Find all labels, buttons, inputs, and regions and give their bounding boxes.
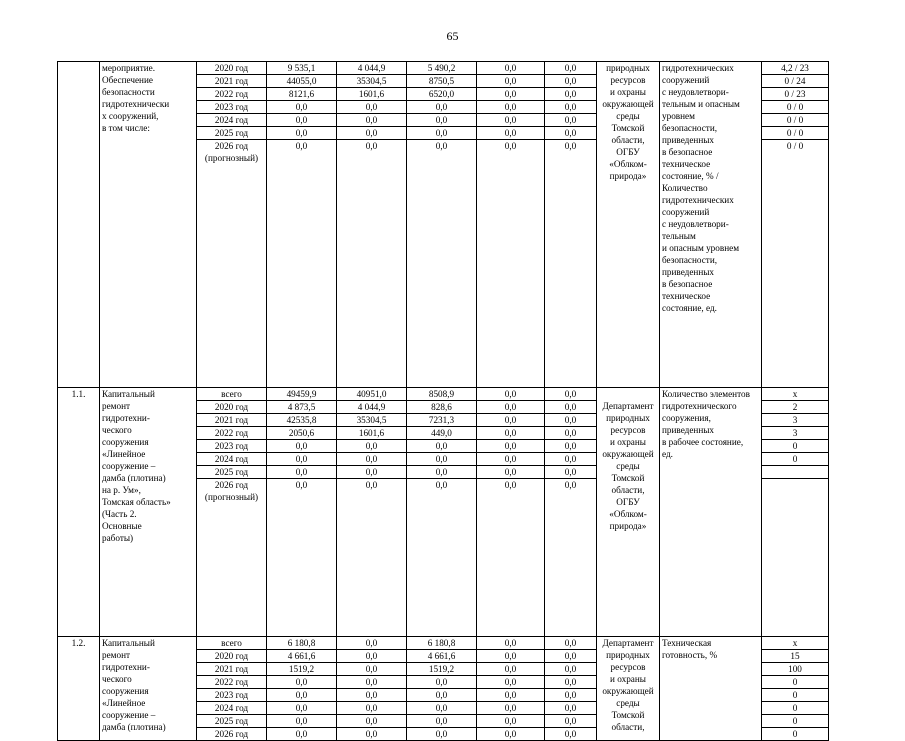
extrabudgetary-cell: 0,0 [545, 388, 597, 401]
extrabudgetary-cell: 0,0 [545, 637, 597, 650]
local-budget-cell: 0,0 [477, 114, 545, 127]
regional-budget-cell: 0,0 [407, 676, 477, 689]
federal-budget-cell: 0,0 [337, 127, 407, 140]
local-budget-cell: 0,0 [477, 414, 545, 427]
federal-budget-cell: 0,0 [337, 114, 407, 127]
local-budget-cell: 0,0 [477, 689, 545, 702]
federal-budget-cell: 4 044,9 [337, 62, 407, 75]
indicator-value-cell: х [762, 388, 829, 401]
period-cell: 2022 год [197, 427, 267, 440]
total-amount-cell: 0,0 [267, 728, 337, 741]
regional-budget-cell: 5 490,2 [407, 62, 477, 75]
indicator-value-cell: 0 [762, 689, 829, 702]
indicator-name-cell: Техническая готовность, % [660, 637, 762, 741]
total-amount-cell: 8121,6 [267, 88, 337, 101]
federal-budget-cell: 40951,0 [337, 388, 407, 401]
period-cell: 2023 год [197, 689, 267, 702]
indicator-value-cell: 0 / 0 [762, 140, 829, 388]
total-amount-cell: 0,0 [267, 689, 337, 702]
federal-budget-cell: 1601,6 [337, 88, 407, 101]
regional-budget-cell: 7231,3 [407, 414, 477, 427]
local-budget-cell: 0,0 [477, 427, 545, 440]
regional-budget-cell: 0,0 [407, 127, 477, 140]
local-budget-cell: 0,0 [477, 728, 545, 741]
total-amount-cell: 4 661,6 [267, 650, 337, 663]
local-budget-cell: 0,0 [477, 88, 545, 101]
row-number-cell [58, 62, 100, 388]
federal-budget-cell: 0,0 [337, 440, 407, 453]
indicator-value-cell: 0 [762, 676, 829, 689]
indicator-value-cell: 3 [762, 427, 829, 440]
regional-budget-cell: 0,0 [407, 140, 477, 388]
indicator-name-cell: Количество элементов гидротехнического сооружения, приведенных в рабочее состояние, ед. [660, 388, 762, 637]
local-budget-cell: 0,0 [477, 650, 545, 663]
extrabudgetary-cell: 0,0 [545, 75, 597, 88]
local-budget-cell: 0,0 [477, 62, 545, 75]
extrabudgetary-cell: 0,0 [545, 728, 597, 741]
total-amount-cell: 0,0 [267, 466, 337, 479]
total-amount-cell: 1519,2 [267, 663, 337, 676]
period-cell: 2024 год [197, 114, 267, 127]
total-amount-cell: 9 535,1 [267, 62, 337, 75]
regional-budget-cell: 8508,9 [407, 388, 477, 401]
period-cell: 2026 год [197, 728, 267, 741]
regional-budget-cell: 6 180,8 [407, 637, 477, 650]
regional-budget-cell: 0,0 [407, 453, 477, 466]
total-amount-cell: 42535,8 [267, 414, 337, 427]
page-number: 65 [446, 29, 459, 43]
indicator-value-cell: 3 [762, 414, 829, 427]
total-amount-cell: 6 180,8 [267, 637, 337, 650]
federal-budget-cell: 0,0 [337, 689, 407, 702]
period-cell: всего [197, 637, 267, 650]
indicator-value-cell: 0 / 24 [762, 75, 829, 88]
period-cell: 2024 год [197, 702, 267, 715]
regional-budget-cell: 0,0 [407, 440, 477, 453]
executor-cell: Департамент природных ресурсов и охраны окружающей среды Томской области, ОГБУ «Облком- природа» [597, 388, 660, 637]
activity-name-cell: Капитальный ремонт гидротехни- ческого сооружения «Линейное сооружение – дамба (плотина) [100, 637, 197, 741]
extrabudgetary-cell: 0,0 [545, 127, 597, 140]
local-budget-cell: 0,0 [477, 702, 545, 715]
total-amount-cell: 4 873,5 [267, 401, 337, 414]
extrabudgetary-cell: 0,0 [545, 62, 597, 75]
indicator-value-cell: 0 / 23 [762, 88, 829, 101]
period-cell: всего [197, 388, 267, 401]
table-row [58, 637, 829, 650]
period-cell: 2026 год (прогнозный) [197, 140, 267, 388]
table-row [58, 388, 829, 401]
total-amount-cell: 0,0 [267, 676, 337, 689]
period-cell: 2021 год [197, 663, 267, 676]
indicator-value-cell: 2 [762, 401, 829, 414]
local-budget-cell: 0,0 [477, 453, 545, 466]
local-budget-cell: 0,0 [477, 140, 545, 388]
federal-budget-cell: 0,0 [337, 140, 407, 388]
federal-budget-cell: 0,0 [337, 715, 407, 728]
local-budget-cell: 0,0 [477, 101, 545, 114]
local-budget-cell: 0,0 [477, 440, 545, 453]
indicator-value-cell [762, 466, 829, 479]
executor-cell: Департамент природных ресурсов и охраны окружающей среды Томской области, [597, 637, 660, 741]
table-row [58, 62, 829, 75]
local-budget-cell: 0,0 [477, 401, 545, 414]
extrabudgetary-cell: 0,0 [545, 114, 597, 127]
regional-budget-cell: 828,6 [407, 401, 477, 414]
row-number-cell: 1.2. [58, 637, 100, 741]
federal-budget-cell: 0,0 [337, 663, 407, 676]
regional-budget-cell: 0,0 [407, 689, 477, 702]
regional-budget-cell: 1519,2 [407, 663, 477, 676]
indicator-value-cell: 4,2 / 23 [762, 62, 829, 75]
total-amount-cell: 0,0 [267, 702, 337, 715]
period-cell: 2022 год [197, 676, 267, 689]
indicator-value-cell: 0 [762, 440, 829, 453]
total-amount-cell: 2050,6 [267, 427, 337, 440]
indicator-value-cell: х [762, 637, 829, 650]
activity-name-cell: Капитальный ремонт гидротехни- ческого сооружения «Линейное сооружение – дамба (плотина) на р. Ум», Томская область» (Часть 2. Основные работы) [100, 388, 197, 637]
extrabudgetary-cell: 0,0 [545, 702, 597, 715]
extrabudgetary-cell: 0,0 [545, 466, 597, 479]
regional-budget-cell: 8750,5 [407, 75, 477, 88]
total-amount-cell: 0,0 [267, 101, 337, 114]
total-amount-cell: 0,0 [267, 127, 337, 140]
total-amount-cell: 0,0 [267, 479, 337, 637]
regional-budget-cell: 6520,0 [407, 88, 477, 101]
federal-budget-cell: 4 044,9 [337, 401, 407, 414]
indicator-value-cell: 0 / 0 [762, 114, 829, 127]
regional-budget-cell: 0,0 [407, 702, 477, 715]
federal-budget-cell: 1601,6 [337, 427, 407, 440]
federal-budget-cell: 0,0 [337, 650, 407, 663]
federal-budget-cell: 35304,5 [337, 75, 407, 88]
federal-budget-cell: 0,0 [337, 453, 407, 466]
program-table [57, 61, 829, 741]
extrabudgetary-cell: 0,0 [545, 453, 597, 466]
period-cell: 2022 год [197, 88, 267, 101]
total-amount-cell: 0,0 [267, 453, 337, 466]
local-budget-cell: 0,0 [477, 715, 545, 728]
indicator-value-cell: 0 [762, 453, 829, 466]
extrabudgetary-cell: 0,0 [545, 715, 597, 728]
extrabudgetary-cell: 0,0 [545, 427, 597, 440]
indicator-value-cell: 100 [762, 663, 829, 676]
extrabudgetary-cell: 0,0 [545, 663, 597, 676]
federal-budget-cell: 0,0 [337, 479, 407, 637]
federal-budget-cell: 0,0 [337, 728, 407, 741]
extrabudgetary-cell: 0,0 [545, 479, 597, 637]
local-budget-cell: 0,0 [477, 663, 545, 676]
federal-budget-cell: 0,0 [337, 101, 407, 114]
row-number-cell: 1.1. [58, 388, 100, 637]
indicator-name-cell: гидротехнических сооружений с неудовлетвори- тельным и опасным уровнем безопасности, приведенных в безопасное техническое состояние, % / Количество гидротехнических сооружений с неудовлетвори- тельным и опасным уровнем безопасности, приведенных в безопасное техническое состояние, ед. [660, 62, 762, 388]
total-amount-cell: 0,0 [267, 440, 337, 453]
period-cell: 2024 год [197, 453, 267, 466]
indicator-value-cell: 0 [762, 715, 829, 728]
extrabudgetary-cell: 0,0 [545, 101, 597, 114]
total-amount-cell: 0,0 [267, 715, 337, 728]
extrabudgetary-cell: 0,0 [545, 689, 597, 702]
regional-budget-cell: 449,0 [407, 427, 477, 440]
extrabudgetary-cell: 0,0 [545, 650, 597, 663]
period-cell: 2026 год (прогнозный) [197, 479, 267, 637]
period-cell: 2025 год [197, 127, 267, 140]
indicator-value-cell: 0 / 0 [762, 127, 829, 140]
local-budget-cell: 0,0 [477, 127, 545, 140]
regional-budget-cell: 0,0 [407, 466, 477, 479]
extrabudgetary-cell: 0,0 [545, 401, 597, 414]
total-amount-cell: 44055,0 [267, 75, 337, 88]
federal-budget-cell: 0,0 [337, 466, 407, 479]
period-cell: 2021 год [197, 414, 267, 427]
local-budget-cell: 0,0 [477, 75, 545, 88]
local-budget-cell: 0,0 [477, 388, 545, 401]
total-amount-cell: 49459,9 [267, 388, 337, 401]
period-cell: 2023 год [197, 440, 267, 453]
indicator-value-cell: 15 [762, 650, 829, 663]
period-cell: 2020 год [197, 62, 267, 75]
total-amount-cell: 0,0 [267, 114, 337, 127]
regional-budget-cell: 0,0 [407, 728, 477, 741]
regional-budget-cell: 0,0 [407, 479, 477, 637]
period-cell: 2020 год [197, 650, 267, 663]
period-cell: 2020 год [197, 401, 267, 414]
federal-budget-cell: 35304,5 [337, 414, 407, 427]
local-budget-cell: 0,0 [477, 676, 545, 689]
extrabudgetary-cell: 0,0 [545, 140, 597, 388]
local-budget-cell: 0,0 [477, 466, 545, 479]
local-budget-cell: 0,0 [477, 637, 545, 650]
period-cell: 2021 год [197, 75, 267, 88]
regional-budget-cell: 0,0 [407, 114, 477, 127]
table-body [58, 62, 829, 741]
extrabudgetary-cell: 0,0 [545, 88, 597, 101]
total-amount-cell: 0,0 [267, 140, 337, 388]
period-cell: 2025 год [197, 715, 267, 728]
indicator-value-cell: 0 [762, 702, 829, 715]
indicator-value-cell: 0 / 0 [762, 101, 829, 114]
regional-budget-cell: 0,0 [407, 101, 477, 114]
federal-budget-cell: 0,0 [337, 637, 407, 650]
extrabudgetary-cell: 0,0 [545, 414, 597, 427]
local-budget-cell: 0,0 [477, 479, 545, 637]
extrabudgetary-cell: 0,0 [545, 440, 597, 453]
regional-budget-cell: 4 661,6 [407, 650, 477, 663]
period-cell: 2023 год [197, 101, 267, 114]
period-cell: 2025 год [197, 466, 267, 479]
activity-name-cell: мероприятие. Обеспечение безопасности гидротехнически х сооружений, в том числе: [100, 62, 197, 388]
extrabudgetary-cell: 0,0 [545, 676, 597, 689]
federal-budget-cell: 0,0 [337, 676, 407, 689]
executor-cell: природных ресурсов и охраны окружающей среды Томской области, ОГБУ «Облком- природа» [597, 62, 660, 388]
indicator-value-cell: 0 [762, 728, 829, 741]
indicator-value-cell [762, 479, 829, 637]
regional-budget-cell: 0,0 [407, 715, 477, 728]
federal-budget-cell: 0,0 [337, 702, 407, 715]
